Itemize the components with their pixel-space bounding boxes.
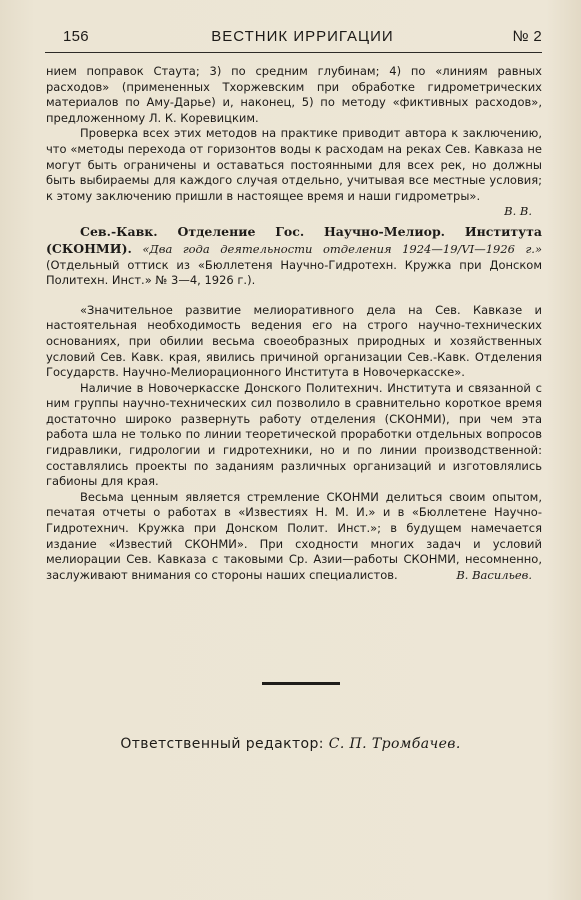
review2-heading [46,224,542,288]
review2-signature: В. Васильев. [456,567,532,582]
review2-paragraph-2: Наличие в Новочеркасске Донского Политехнич. Института и связанной с ним группы научно-технических сил позволило в сравнительно короткое время достаточно широко развернуть работу отделения (СКОНМИ), при чем эта работа шла не только по линии теоретической проработки отдельных вопросов гидравлики, гидрологии и гидротехники, но и по линии производственной: составлялись проекты по заданиям различных организаций и изготовлялись габионы для края. [46,380,542,489]
review-continuation [46,64,542,219]
review2-book-title: «Два года деятельности отделения 1924—19/VI—1926 г.» [142,241,543,256]
review-skonmi [46,224,542,583]
review1-paragraph-2 [46,126,542,219]
journal-title: ВЕСТНИК ИРРИГАЦИИ [211,28,394,45]
editor-label: Ответственный редактор: [120,736,324,752]
review2-title: Сев.-Кавк. Отделение Гос. Научно-Мелиор. Института (СКОНМИ). [46,224,542,256]
review1-signature: В. В. [504,204,532,219]
review1-paragraph-2-text: Проверка всех этих методов на практике приводит автора к заключению, что «методы перехода от горизонтов воды к расходам на реках Сев. Кавказа не могут быть ограничены и оставаться постоянными для всех рек, но должны быть выбираемы для каждого случая отдельно, учитывая все местные условия; к этому заключению пришли в настоящее время и наши гидрометры». [46,126,542,203]
page-content [46,64,542,583]
issue-number: № 2 [512,28,542,45]
review2-paragraph-3-text: Весьма ценным является стремление СКОНМИ делиться своим опытом, печатая отчеты о работах в «Известиях Н. М. И.» и в «Бюллетене Научно-Гидротехнич. Кружка при Донском Полит. Инст.»; в будущем намечается издание «Известий СКОНМИ». При сходности многих задач и условий мелиорации Сев. Кавказа с таковыми Ср. Азии—работы СКОНМИ, несомненно, заслуживают внимания со стороны наших специалистов. [46,489,542,582]
review2-paragraph-1: «Значительное развитие мелиоративного дела на Сев. Кавказе и настоятельная необходимость ведения его на строго научно-технических основаниях, при обилии весьма своеобразных природных и хозяйственных условий Сев. Кавк. края, явились причиной организации Сев.-Кавк. Отделения Государств. Научно-Мелиорационного Института в Новочеркасске». [46,302,542,380]
editor-name: С. П. Тромбачев. [328,736,461,752]
review2-publication: (Отдельный оттиск из «Бюллетеня Научно-Гидротехн. Кружка при Донском Политехн. Инст.» № 3—4, 1926 г.). [46,257,542,288]
page-number: 156 [63,28,89,45]
editor-line [0,736,581,752]
running-header [45,28,542,53]
section-divider [262,682,340,685]
review2-paragraph-3 [46,490,542,584]
review1-paragraph-1: нием поправок Стаута; 3) по средним глубинам; 4) по «линиям равных расходов» (примененных Тхоржевским при обработке гидрометрических материалов по Аму-Дарье) и, наконец, 5) по методу «фиктивных расходов», предложенному Л. К. Коревицким. [46,64,542,125]
